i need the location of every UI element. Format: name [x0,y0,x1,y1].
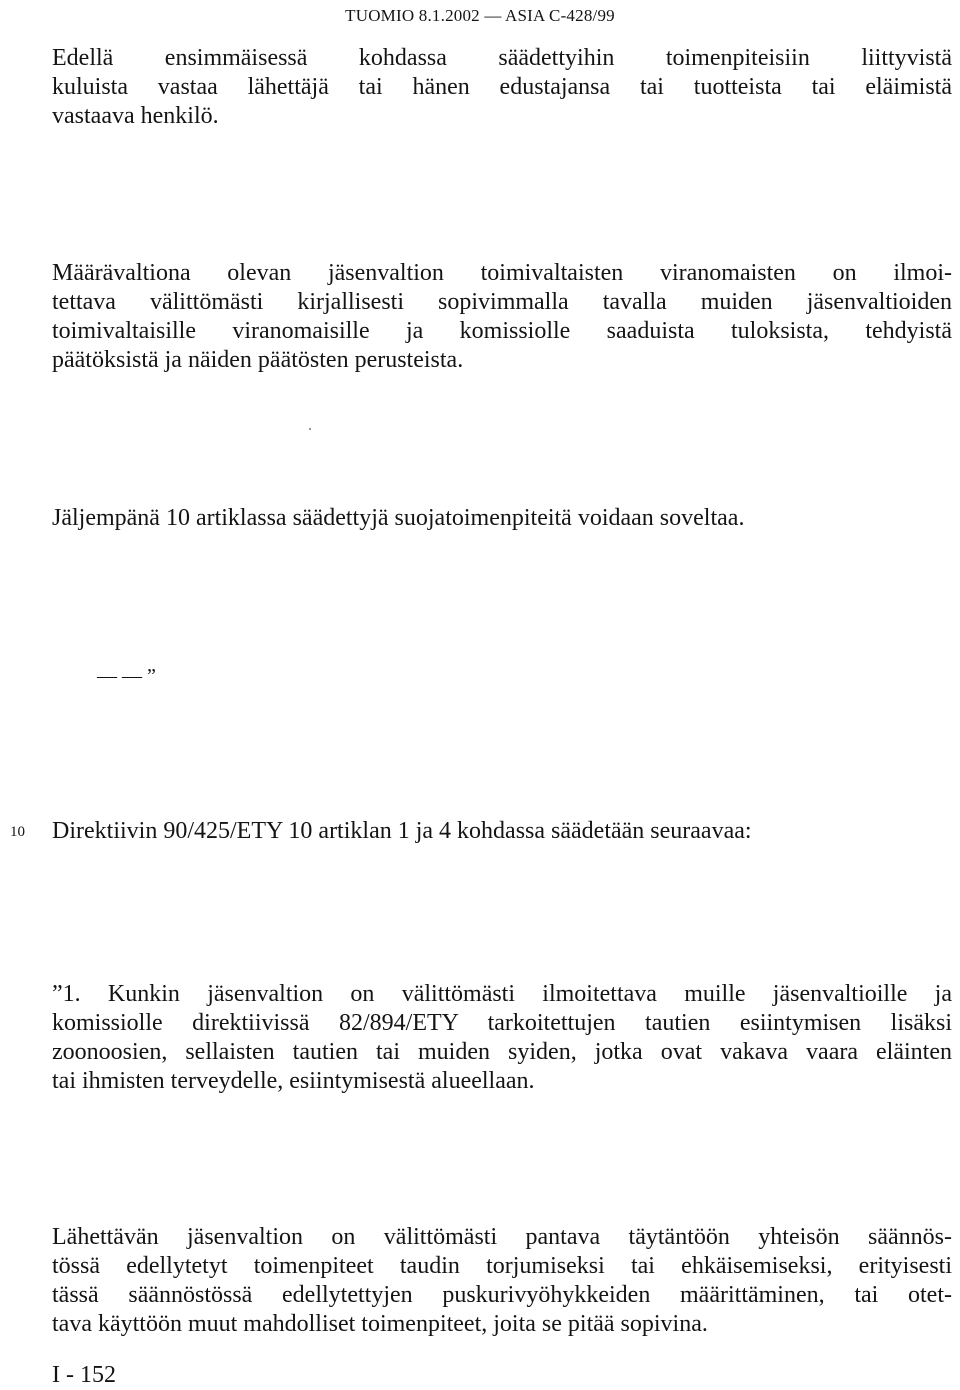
paragraph-5 [52,980,952,1096]
scan-speck [309,428,311,430]
closing-quote-mark: — — ” [97,665,156,687]
margin-number: 10 [10,824,25,840]
text-line: Direktiivin 90/425/ETY 10 artiklan 1 ja 4 kohdassa säädetään seuraavaa: [52,818,752,844]
text-line: tai ihmisten terveydelle, esiintymisestä alueellaan. [52,1068,535,1094]
text-line: vastaava henkilö. [52,103,219,129]
text-line: toimivaltaisille viranomaisille ja komissiolle saaduista tuloksista, tehdyistä [52,318,952,344]
paragraph-3 [52,504,952,533]
text-line: tettava välittömästi kirjallisesti sopivimmalla tavalla muiden jäsenvaltioiden [52,289,952,315]
paragraph-4 [52,817,952,846]
paragraph-1 [52,44,952,131]
text-line: tössä edellytetyt toimenpiteet taudin torjumiseksi tai ehkäisemiseksi, erityisesti [52,1253,952,1279]
paragraph-2 [52,259,952,375]
text-line: kuluista vastaa lähettäjä tai hänen edustajansa tai tuotteista tai eläimistä [52,74,952,100]
text-line: tässä säännöstössä edellytettyjen puskurivyöhykkeiden määrittäminen, tai otet- [52,1282,952,1308]
text-line: Edellä ensimmäisessä kohdassa säädettyihin toimenpiteisiin liittyvistä [52,45,952,71]
text-line: Jäljempänä 10 artiklassa säädettyjä suojatoimenpiteitä voidaan soveltaa. [52,505,745,531]
paragraph-6 [52,1223,952,1339]
text-line: ”1. Kunkin jäsenvaltion on välittömästi ilmoitettava muille jäsenvaltioille ja [52,981,952,1007]
text-line: päätöksistä ja näiden päätösten perusteista. [52,347,464,373]
text-line: tava käyttöön muut mahdolliset toimenpiteet, joita se pitää sopivina. [52,1311,708,1337]
text-line: zoonoosien, sellaisten tautien tai muiden syiden, jotka ovat vakava vaara eläinten [52,1039,952,1065]
text-line: Lähettävän jäsenvaltion on välittömästi pantava täytäntöön yhteisön säännös- [52,1224,952,1250]
text-line: Määrävaltiona olevan jäsenvaltion toimivaltaisten viranomaisten on ilmoi- [52,260,952,286]
running-head: TUOMIO 8.1.2002 — ASIA C-428/99 [345,6,615,25]
text-line: komissiolle direktiivissä 82/894/ETY tarkoitettujen tautien esiintymisen lisäksi [52,1010,952,1036]
page-number: I - 152 [52,1362,116,1388]
